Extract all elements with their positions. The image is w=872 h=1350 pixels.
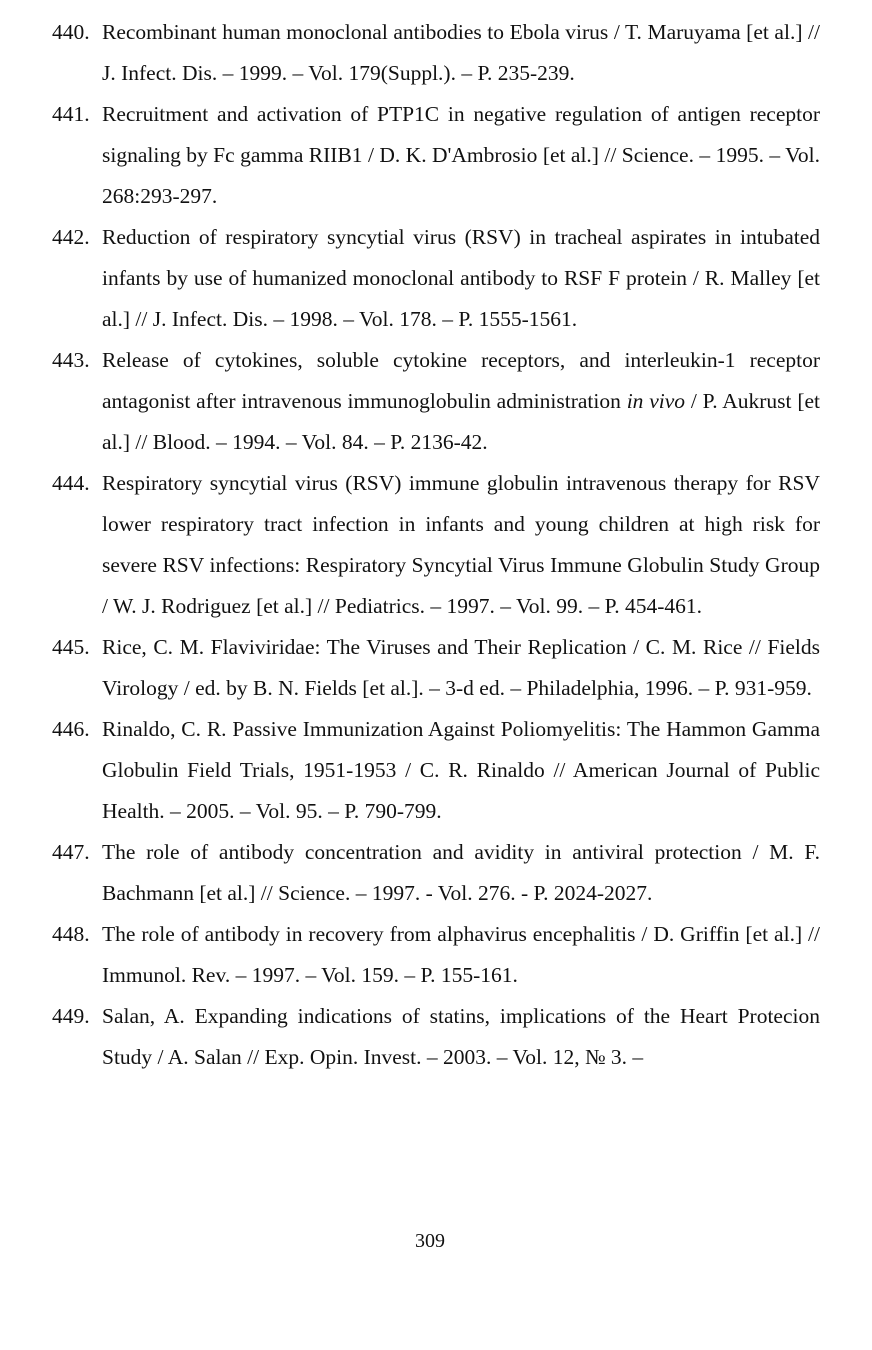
- reference-number: 448.: [52, 922, 90, 946]
- reference-text: [102, 217, 820, 340]
- reference-text-part: / P. Aukrust [et al.] // Blood. – 1994. – Vol. 84. – P. 2136-42.: [102, 389, 820, 454]
- reference-number: 442.: [52, 225, 90, 249]
- reference-number: 446.: [52, 717, 90, 741]
- reference-text-part: The role of antibody concentration and avidity in antiviral protection / M. F. Bachmann [et al.] // Science. – 1997. - Vol. 276. - P. 2024-2027.: [102, 840, 820, 905]
- reference-number: 449.: [52, 1004, 90, 1028]
- reference-number: 444.: [52, 471, 90, 495]
- reference-text: [102, 832, 820, 914]
- reference-text: [102, 709, 820, 832]
- page-number: 309: [415, 1230, 445, 1252]
- reference-number: 441.: [52, 102, 90, 126]
- reference-text-part: Salan, A. Expanding indications of statins, implications of the Heart Protecion Study / A. Salan // Exp. Opin. Invest. – 2003. – Vol. 12, № 3. –: [102, 1004, 820, 1069]
- reference-text: [102, 463, 820, 627]
- reference-item: [52, 709, 820, 832]
- reference-text-part: The role of antibody in recovery from alphavirus encephalitis / D. Griffin [et al.] // Immunol. Rev. – 1997. – Vol. 159. – P. 155-161.: [102, 922, 820, 987]
- reference-text: [102, 94, 820, 217]
- reference-text: [102, 340, 820, 463]
- reference-number: 440.: [52, 20, 90, 44]
- reference-text-part: Reduction of respiratory syncytial virus (RSV) in tracheal aspirates in intubated infants by use of humanized monoclonal antibody to RSF F protein / R. Malley [et al.] // J. Infect. Dis. – 1998. – Vol. 178. – P. 1555-1561.: [102, 225, 820, 331]
- reference-text-part: Rinaldo, C. R. Passive Immunization Against Poliomyelitis: The Hammon Gamma Globulin Field Trials, 1951-1953 / C. R. Rinaldo // American Journal of Public Health. – 2005. – Vol. 95. – P. 790-799.: [102, 717, 820, 823]
- reference-item: [52, 217, 820, 340]
- reference-text-part: Respiratory syncytial virus (RSV) immune globulin intravenous therapy for RSV lower respiratory tract infection in infants and young children at high risk for severe RSV infections: Respiratory Syncytial Virus Immune Globulin Study Group / W. J. Rodriguez [et al.] // Pediatrics. – 1997. – Vol. 99. – P. 454-461.: [102, 471, 820, 618]
- reference-text: [102, 12, 820, 94]
- reference-text-part: Recruitment and activation of PTP1C in negative regulation of antigen receptor signaling by Fc gamma RIIB1 / D. K. D'Ambrosio [et al.] // Science. – 1995. – Vol. 268:293-297.: [102, 102, 820, 208]
- reference-list: [52, 12, 820, 1078]
- reference-text-part: Rice, C. M. Flaviviridae: The Viruses and Their Replication / C. M. Rice // Fields Virology / ed. by B. N. Fields [et al.]. – 3-d ed. – Philadelphia, 1996. – P. 931-959.: [102, 635, 820, 700]
- reference-text: [102, 914, 820, 996]
- reference-text-part: Recombinant human monoclonal antibodies to Ebola virus / T. Maruyama [et al.] // J. Infect. Dis. – 1999. – Vol. 179(Suppl.). – P. 235-239.: [102, 20, 820, 85]
- reference-item: [52, 12, 820, 94]
- reference-item: [52, 996, 820, 1078]
- reference-item: [52, 340, 820, 463]
- reference-number: 443.: [52, 348, 90, 372]
- reference-item: [52, 914, 820, 996]
- reference-item: [52, 627, 820, 709]
- reference-text-italic: in vivo: [626, 389, 686, 413]
- reference-text-part: Release of cytokines, soluble cytokine receptors, and interleukin-1 receptor antagonist after intravenous immunoglobulin administration: [102, 348, 820, 413]
- reference-number: 447.: [52, 840, 90, 864]
- reference-item: [52, 463, 820, 627]
- reference-text: [102, 996, 820, 1078]
- reference-item: [52, 94, 820, 217]
- reference-text: [102, 627, 820, 709]
- reference-item: [52, 832, 820, 914]
- reference-number: 445.: [52, 635, 90, 659]
